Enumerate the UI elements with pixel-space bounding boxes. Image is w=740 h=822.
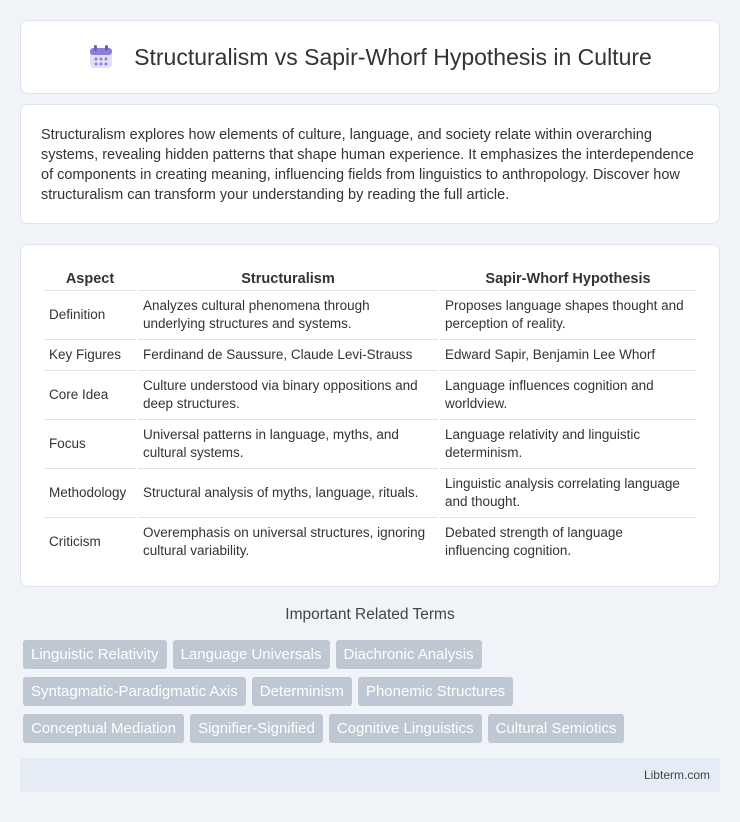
intro-text: Structuralism explores how elements of culture, language, and society relate within overarching systems, revealing hidden patterns that shape human experience. It emphasizes the interdependence of components in creating meaning, influencing fields from linguistics to anthropology. Discover how structuralism can transform your understanding by reading the full article.	[41, 127, 694, 203]
row-sapir-whorf: Linguistic analysis correlating language and thought.	[440, 469, 696, 518]
table-header-row	[44, 265, 696, 291]
tag-syntagmatic-paradigmatic-axis[interactable]: Syntagmatic-Paradigmatic Axis	[23, 677, 246, 706]
row-aspect: Criticism	[49, 534, 101, 549]
row-structuralism: Structural analysis of myths, language, rituals.	[138, 469, 438, 518]
row-structuralism: Culture understood via binary oppositions and deep structures.	[138, 371, 438, 420]
row-structuralism: Ferdinand de Saussure, Claude Levi-Strauss	[138, 340, 438, 371]
table-row	[44, 518, 696, 566]
row-sapir-whorf: Debated strength of language influencing cognition.	[445, 525, 623, 558]
row-aspect: Focus	[44, 420, 136, 469]
row-structuralism: Universal patterns in language, myths, and cultural systems.	[138, 420, 438, 469]
related-terms-tags	[20, 640, 680, 743]
row-sapir-whorf: Language relativity and linguistic determinism.	[440, 420, 696, 469]
related-terms-section	[20, 606, 720, 743]
tag-conceptual-mediation[interactable]: Conceptual Mediation	[23, 714, 184, 743]
table-row	[44, 340, 696, 371]
footer	[20, 758, 720, 792]
intro-card	[20, 104, 720, 224]
calendar-icon	[88, 44, 114, 70]
header-sapir-whorf: Sapir-Whorf Hypothesis	[440, 265, 696, 291]
row-structuralism: Analyzes cultural phenomena through underlying structures and systems.	[138, 291, 438, 340]
related-terms-title: Important Related Terms	[285, 606, 455, 623]
tag-diachronic-analysis[interactable]: Diachronic Analysis	[336, 640, 482, 669]
table-row	[44, 291, 696, 340]
tag-language-universals[interactable]: Language Universals	[173, 640, 330, 669]
row-aspect: Definition	[44, 291, 136, 340]
row-aspect: Methodology	[44, 469, 136, 518]
footer-site-link[interactable]: Libterm.com	[643, 768, 710, 782]
header-structuralism: Structuralism	[138, 265, 438, 291]
row-sapir-whorf: Language influences cognition and worldview.	[440, 371, 696, 420]
row-aspect: Core Idea	[44, 371, 136, 420]
tag-cultural-semiotics[interactable]: Cultural Semiotics	[488, 714, 625, 743]
comparison-table	[42, 265, 698, 566]
tag-signifier-signified[interactable]: Signifier-Signified	[190, 714, 323, 743]
tag-linguistic-relativity[interactable]: Linguistic Relativity	[23, 640, 167, 669]
table-row	[44, 420, 696, 469]
header-aspect: Aspect	[44, 265, 136, 291]
table-row	[44, 469, 696, 518]
page-title: Structuralism vs Sapir-Whorf Hypothesis in Culture	[134, 43, 652, 70]
row-sapir-whorf: Proposes language shapes thought and perception of reality.	[440, 291, 696, 340]
row-structuralism: Overemphasis on universal structures, ignoring cultural variability.	[143, 525, 426, 558]
tag-determinism[interactable]: Determinism	[252, 677, 352, 706]
comparison-card	[20, 244, 720, 587]
table-row	[44, 371, 696, 420]
tag-cognitive-linguistics[interactable]: Cognitive Linguistics	[329, 714, 482, 743]
row-sapir-whorf: Edward Sapir, Benjamin Lee Whorf	[440, 340, 696, 371]
title-card	[20, 20, 720, 94]
tag-phonemic-structures[interactable]: Phonemic Structures	[358, 677, 513, 706]
row-aspect: Key Figures	[44, 340, 136, 371]
